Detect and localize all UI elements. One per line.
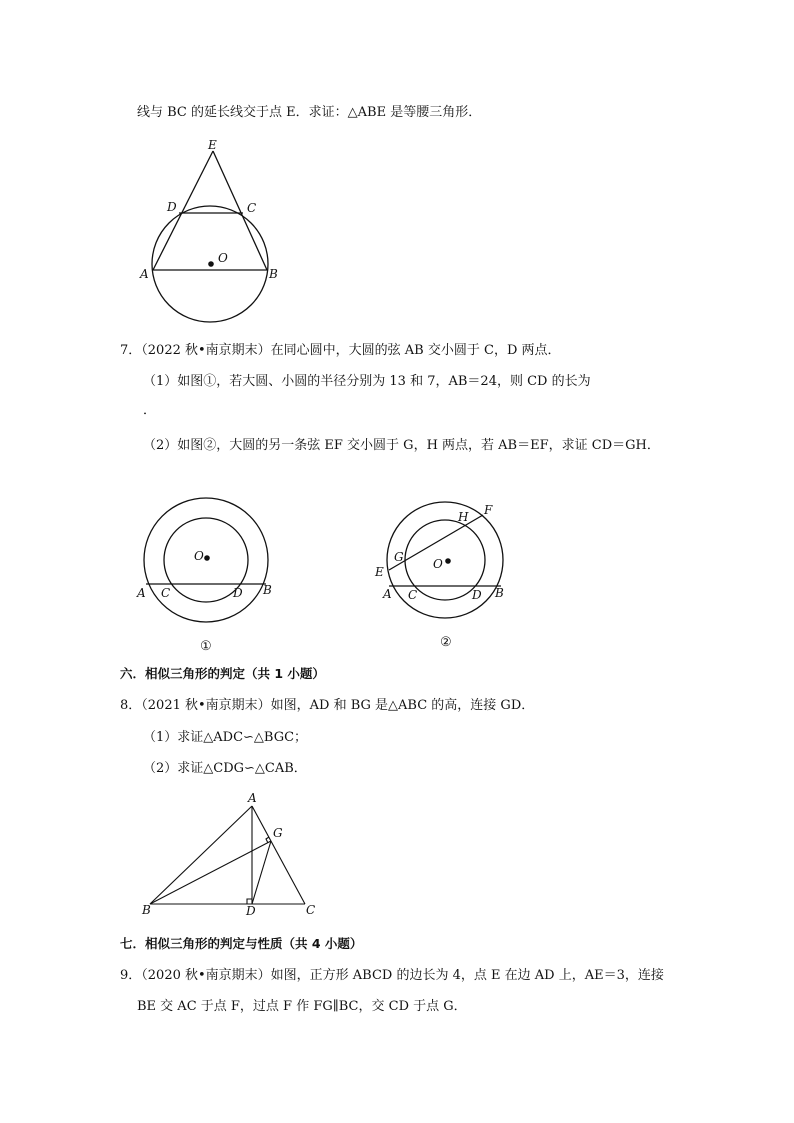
fig2-label-o: O — [433, 557, 443, 571]
fig6-label-a: A — [140, 267, 149, 281]
problem6-text: 线与 BC 的延长线交于点 E．求证：△ABE 是等腰三角形． — [137, 105, 482, 120]
fig2-label-h: H — [458, 510, 469, 524]
fig1-label-c: C — [161, 586, 171, 600]
problem9-line2: BE 交 AC 于点 F，过点 F 作 FG∥BC，交 CD 于点 G． — [137, 999, 467, 1014]
section7-heading: 七．相似三角形的判定与性质（共 4 小题） — [120, 936, 363, 951]
fig2-label-a: A — [383, 587, 392, 601]
fig8-label-b: B — [142, 903, 151, 917]
problem7-part2: （2）如图②，大圆的另一条弦 EF 交小圆于 G，H 两点，若 AB＝EF，求证 CD＝GH． — [143, 438, 660, 453]
problem7-part1: （1）如图①，若大圆、小圆的半径分别为 13 和 7，AB＝24，则 CD 的长为 — [143, 374, 591, 389]
problem8-part2: （2）求证△CDG∽△CAB． — [143, 761, 307, 776]
fig2-label-e: E — [375, 565, 384, 579]
fig2-label-d: D — [472, 588, 482, 602]
problem8-stem: 8．（2021 秋•南京期末）如图，AD 和 BG 是△ABC 的高，连接 GD． — [120, 698, 535, 713]
fig8-side-ab — [150, 806, 252, 904]
fig1-caption: ① — [200, 639, 212, 654]
fig1-label-b: B — [263, 583, 272, 597]
fig6-label-e: E — [208, 138, 217, 152]
problem7-stem: 7．（2022 秋•南京期末）在同心圆中，大圆的弦 AB 交小圆于 C，D 两点． — [120, 343, 561, 358]
problem7-part1-end: ． — [143, 403, 157, 418]
problem8-part1: （1）求证△ADC∽△BGC； — [143, 730, 308, 745]
fig8-side-ac — [252, 806, 305, 904]
fig6-label-o: O — [218, 251, 228, 265]
fig6-label-c: C — [247, 201, 257, 215]
fig2-caption: ② — [440, 635, 452, 650]
problem9-line1: 9．（2020 秋•南京期末）如图，正方形 ABCD 的边长为 4，点 E 在边 AD 上，AE＝3，连接 — [120, 968, 664, 983]
fig2-label-b: B — [495, 586, 504, 600]
fig8-segment-gd — [252, 841, 271, 904]
fig1-label-d: D — [233, 586, 243, 600]
fig8-label-g: G — [273, 826, 283, 840]
fig8-label-a: A — [248, 791, 257, 805]
fig1-label-a: A — [137, 586, 146, 600]
fig6-label-d: D — [167, 200, 177, 214]
fig2-label-c: C — [408, 588, 418, 602]
fig8-altitude-bg — [150, 841, 271, 904]
fig8-label-c: C — [306, 903, 316, 917]
fig1-label-o: O — [194, 549, 204, 563]
section6-heading: 六．相似三角形的判定（共 1 小题） — [120, 666, 325, 681]
fig8-label-d: D — [246, 904, 256, 918]
fig2-label-g: G — [394, 550, 404, 564]
fig6-label-b: B — [269, 267, 278, 281]
fig2-label-f: F — [484, 503, 493, 517]
